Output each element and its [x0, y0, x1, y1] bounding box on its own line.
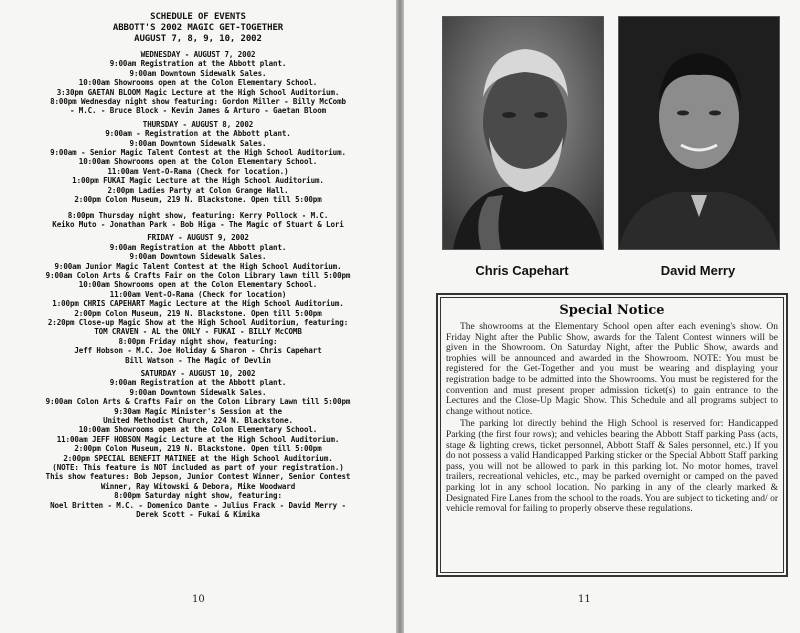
schedule-entry: 9:00am Colon Arts & Crafts Fair on the Colon Library lawn till 5:00pm: [45, 270, 351, 280]
notice-paragraph-showrooms: The showrooms at the Elementary School open after each evening's show. On Friday Night after the Public Show, awards for the Talent Contest winners will be given in the Showroom. On Saturday Night, after the Public Show, awards and trophies will be announced and awarded in the Showroom. NOTE: You must be registered for the Get-Together and you must be wearing and displaying your registration badge to be admitted into the Showrooms. You must be registered for the convention and must present proper admission ticket(s) to gain entrance to the Lectures and the Close-Up Magic Show. This Schedule and all programs subject to change without notice.: [446, 322, 778, 417]
portrait-david-merry: [619, 17, 779, 249]
schedule-entry: - M.C. - Bruce Block - Kevin James & Arturo - Gaetan Bloom: [69, 106, 327, 116]
schedule-entry: 10:00am Showrooms open at the Colon Elementary School.: [78, 425, 318, 435]
page-number-right: 11: [578, 594, 591, 605]
schedule-of-events: [10, 12, 386, 520]
book-gutter: [396, 0, 404, 633]
schedule-entry: 9:00am Downtown Sidewalk Sales.: [129, 138, 267, 148]
schedule-entry: 8:00pm Wednesday night show featuring: Gordon Miller - Billy McComb: [50, 97, 346, 107]
special-notice-title: Special Notice: [559, 303, 665, 318]
day-title: WEDNESDAY - AUGUST 7, 2002: [140, 50, 256, 59]
photo-chris-capehart: [442, 16, 604, 250]
schedule-entry: 9:00am Downtown Sidewalk Sales.: [129, 252, 267, 262]
schedule-entry: 9:00am Registration at the Abbott plant.: [109, 59, 287, 69]
schedule-entry: 9:00am Junior Magic Talent Contest at the High School Auditorium.: [54, 261, 342, 271]
schedule-entry: 2:20pm Close-up Magic Show at the High School Auditorium, featuring:: [47, 317, 349, 327]
day-title: THURSDAY - AUGUST 8, 2002: [142, 119, 254, 129]
schedule-entry: Keiko Muto - Jonathan Park - Bob Higa - The Magic of Stuart & Lori: [52, 219, 344, 229]
schedule-day: [10, 120, 386, 229]
schedule-entry: United Methodist Church, 224 N. Blackstone.: [103, 416, 293, 426]
schedule-entry: 2:00pm Ladies Party at Colon Grange Hall.: [107, 185, 289, 195]
schedule-entry: 8:00pm Friday night show, featuring:: [118, 336, 278, 346]
page-number-left: 10: [192, 594, 205, 605]
schedule-entry: 2:00pm Colon Museum, 219 N. Blackstone. Open till 5:00pm: [74, 195, 322, 205]
schedule-entry: 9:00am - Senior Magic Talent Contest at the High School Auditorium.: [50, 148, 346, 158]
schedule-entry: Noel Britten - M.C. - Domenico Dante - Julius Frack - David Merry -: [50, 500, 346, 510]
event-name: ABBOTT'S 2002 MAGIC GET-TOGETHER: [112, 23, 284, 33]
schedule-entry: 11:00am JEFF HOBSON Magic Lecture at the High School Auditorium.: [56, 434, 340, 444]
schedule-entry: 9:00am Registration at the Abbott plant.: [109, 378, 287, 388]
portrait-chris-capehart: [443, 17, 603, 249]
photo-david-merry: [618, 16, 780, 250]
schedule-entry: 1:00pm FUKAI Magic Lecture at the High School Auditorium.: [72, 176, 324, 186]
schedule-title: SCHEDULE OF EVENTS: [150, 12, 246, 22]
right-page: [404, 0, 800, 633]
schedule-days: [10, 50, 386, 520]
schedule-day: [10, 233, 386, 365]
schedule-entry: 1:00pm CHRIS CAPEHART Magic Lecture at the High School Auditorium.: [52, 299, 344, 309]
schedule-entry: 11:00am Vent-O-Rama (Check for location): [109, 289, 287, 299]
schedule-entry: 8:00pm Thursday night show, featuring: Kerry Pollock - M.C.: [67, 210, 329, 220]
day-title: FRIDAY - AUGUST 9, 2002: [147, 233, 249, 243]
notice-paragraph-parking: The parking lot directly behind the High School is reserved for: Handicapped Parking (the first four rows); and vehicles bearing the Abbott Staff parking Pass (acts, stage & lighting crews, ticket personnel, Abbott Staff & Sales personnel, etc.) If you do not possess a valid Handicapped Parking sticker or the Special Abbott Staff parking pass, you will not be allowed to park in this parking lot. No motor homes, travel trailers, recreational vehicles, etc., may be parked overnight or camped on the paved parking lot in any school location. No parking in any of the clearly marked & Designated Fire Lanes from the school to the roads. You are subject to ticketing and/ or vehicle removal for failing to properly observe these regulations.: [446, 419, 778, 515]
day-title: SATURDAY - AUGUST 10, 2002: [140, 369, 256, 378]
schedule-day: [10, 50, 386, 116]
schedule-entry: 2:00pm Colon Museum, 219 N. Blackstone. Open till 5:00pm: [74, 444, 322, 454]
special-notice-box: [436, 293, 788, 577]
schedule-entry: 9:30am Magic Minister's Session at the: [114, 406, 282, 416]
caption-david-merry: David Merry: [660, 263, 736, 278]
schedule-entry: 9:00am Downtown Sidewalk Sales.: [129, 68, 267, 78]
schedule-entry: 8:00pm Saturday night show, featuring:: [114, 491, 282, 501]
schedule-entry: 2:00pm SPECIAL BENEFIT MATINEE at the High School Auditorium.: [63, 453, 333, 463]
schedule-day: [10, 369, 386, 520]
schedule-entry: 9:00am Downtown Sidewalk Sales.: [129, 387, 267, 397]
schedule-entry: 10:00am Showrooms open at the Colon Elementary School.: [78, 157, 318, 167]
schedule-entry: 10:00am Showrooms open at the Colon Elementary School.: [78, 78, 318, 88]
schedule-entry: Derek Scott - Fukai & Kimika: [136, 510, 260, 520]
schedule-header: [10, 12, 386, 45]
left-page: [0, 0, 396, 633]
schedule-entry: 2:00pm Colon Museum, 219 N. Blackstone. Open till 5:00pm: [74, 308, 322, 318]
schedule-entry: This show features: Bob Jepson, Junior Contest Winner, Senior Contest: [45, 472, 351, 482]
schedule-entry: 3:30pm GAETAN BLOOM Magic Lecture at the High School Auditorium.: [56, 87, 340, 97]
caption-chris-capehart: Chris Capehart: [475, 263, 569, 278]
schedule-entry: 9:00am Registration at the Abbott plant.: [109, 242, 287, 252]
schedule-entry: 9:00am - Registration at the Abbott plant.: [105, 129, 291, 139]
schedule-entry: Winner, Ray Witowski & Debora, Mike Woodward: [100, 481, 296, 491]
schedule-entry: 10:00am Showrooms open at the Colon Elementary School.: [78, 280, 318, 290]
schedule-entry: 9:00am Colon Arts & Crafts Fair on the Colon Library Lawn till 5:00pm: [45, 397, 351, 407]
schedule-entry: TOM CRAVEN - AL the ONLY - FUKAI - BILLY McCOMB: [94, 327, 302, 337]
schedule-entry: Jeff Hobson - M.C. Joe Holiday & Sharon - Chris Capehart: [74, 346, 322, 356]
schedule-entry: (NOTE: This feature is NOT included as part of your registration.): [52, 463, 344, 473]
schedule-entry: Bill Watson - The Magic of Devlin: [125, 355, 271, 365]
schedule-entry: 11:00am Vent-O-Rama (Check for location.): [107, 166, 289, 176]
event-dates: AUGUST 7, 8, 9, 10, 2002: [134, 34, 262, 44]
